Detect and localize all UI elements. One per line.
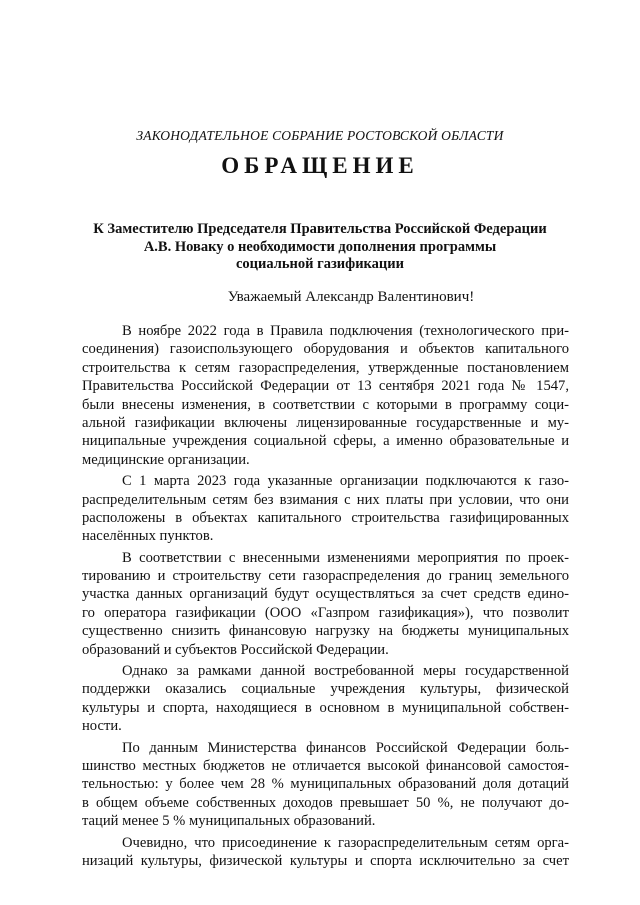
subject-line: А.В. Новаку о необходимости дополнения программы bbox=[143, 238, 497, 255]
paragraph-line: в общем объеме собственных доходов превышает 50 %, не получают до- bbox=[82, 794, 569, 811]
paragraph-line: В соответствии с внесенными изменениями мероприятия по проек- bbox=[122, 549, 569, 566]
subject-line: К Заместителю Председателя Правительства Российской Федерации bbox=[93, 221, 547, 237]
paragraph-line: участка данных организаций будут осуществляться за счет средств едино- bbox=[82, 586, 569, 603]
paragraph-line: В ноябре 2022 года в Правила подключения (технологического при- bbox=[122, 323, 569, 339]
paragraph-line: медицинские организации. bbox=[82, 451, 250, 468]
paragraph-line: низаций культуры, физической культуры и спорта исключительно за счет bbox=[82, 852, 569, 869]
paragraph-line: образований и субъектов Российской Федерации. bbox=[82, 641, 389, 658]
document-subject bbox=[40, 221, 600, 274]
paragraph-line: расположены в объектах капитального строительства газифицированных bbox=[82, 509, 569, 526]
paragraph bbox=[82, 472, 569, 546]
paragraph-line: населённых пунктов. bbox=[82, 528, 214, 545]
organization-name: ЗАКОНОДАТЕЛЬНОЕ СОБРАНИЕ РОСТОВСКОЙ ОБЛАСТИ bbox=[136, 128, 504, 143]
paragraph-line: культуры и спорта, находящиеся в основном в муниципальной собствен- bbox=[82, 699, 569, 716]
paragraph-line: тельностью: у более чем 28 % муниципальных образований доля дотаций bbox=[82, 776, 569, 793]
paragraph bbox=[82, 739, 569, 831]
paragraph-line: таций менее 5 % муниципальных образований. bbox=[82, 813, 376, 830]
paragraph-line: поддержки оказались социальные учреждения культуры, физической bbox=[82, 681, 569, 698]
paragraph bbox=[82, 322, 569, 469]
subject-line: социальной газификации bbox=[235, 256, 404, 272]
paragraph-line: го оператора газификации (ООО «Газпром газификация»), что позволит bbox=[82, 604, 569, 621]
paragraph-line: альной газификации включены лицензированные государственные и му- bbox=[82, 414, 569, 431]
letter-body bbox=[82, 322, 569, 873]
paragraph bbox=[82, 834, 569, 871]
paragraph bbox=[82, 549, 569, 659]
paragraph-line: были внесены изменения, в соответствии с которыми в программу соци- bbox=[82, 396, 569, 413]
document-title: ОБРАЩЕНИЕ bbox=[221, 153, 419, 178]
paragraph bbox=[82, 662, 569, 736]
paragraph-line: Однако за рамками данной востребованной меры государственной bbox=[122, 663, 569, 680]
paragraph-line: соединения) газоиспользующего оборудования и объектов капитального bbox=[82, 341, 569, 358]
greeting: Уважаемый Александр Валентинович! bbox=[227, 289, 475, 305]
paragraph-line: существенно снизить финансовую нагрузку на бюджеты муниципальных bbox=[82, 623, 569, 640]
paragraph-line: С 1 марта 2023 года указанные организации подключаются к газо- bbox=[122, 473, 569, 490]
paragraph-line: тированию и строительству сети газораспределения до границ земельного bbox=[82, 568, 569, 585]
paragraph-line: Очевидно, что присоединение к газораспределительным сетям орга- bbox=[122, 834, 569, 851]
paragraph-line: Правительства Российской Федерации от 13 сентября 2021 года № 1547, bbox=[82, 378, 569, 395]
paragraph-line: ности. bbox=[82, 718, 122, 735]
paragraph-line: строительства к сетям газораспределения, утвержденные постановлением bbox=[82, 359, 569, 376]
paragraph-line: шинство местных бюджетов не отличается высокой финансовой самостоя- bbox=[82, 757, 569, 774]
paragraph-line: распределительным сетям без взимания с них платы при условии, что они bbox=[82, 491, 569, 508]
paragraph-line: ниципальные учреждения социальной сферы, а именно образовательные и bbox=[82, 433, 569, 450]
paragraph-line: По данным Министерства финансов Российской Федерации боль- bbox=[122, 739, 569, 756]
